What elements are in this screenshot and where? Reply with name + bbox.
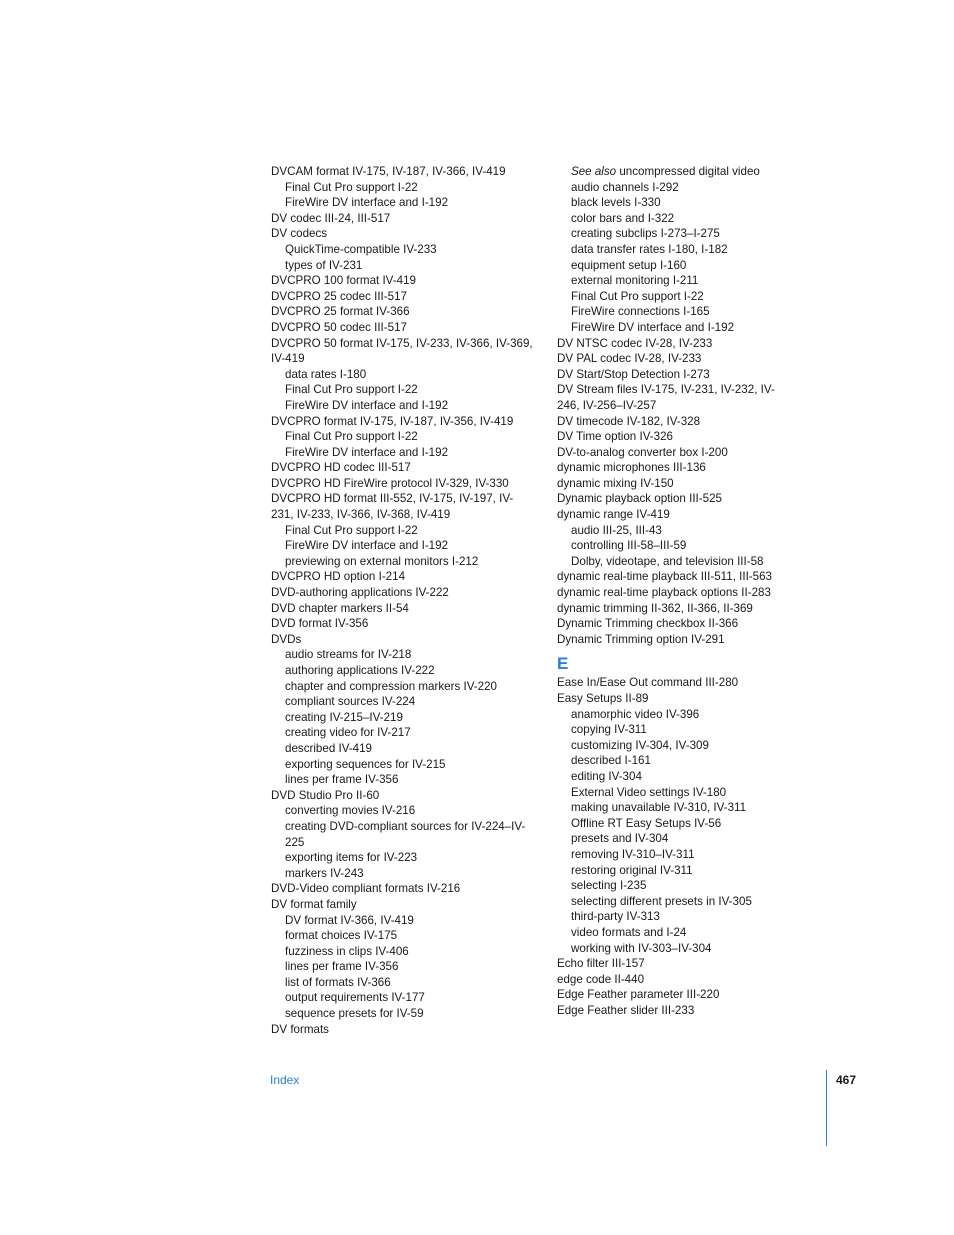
index-subentry bbox=[271, 866, 533, 882]
index-subentry bbox=[557, 925, 797, 941]
index-entry-text: DVCPRO HD codec III-517 bbox=[271, 461, 411, 475]
index-entry-text: Final Cut Pro support I-22 bbox=[285, 180, 418, 194]
index-entry-text: editing IV-304 bbox=[571, 769, 642, 783]
index-entry-text: External Video settings IV-180 bbox=[571, 785, 727, 799]
index-entry-text: Ease In/Ease Out command III-280 bbox=[557, 676, 739, 690]
index-entry-text: Dolby, videotape, and television III-58 bbox=[571, 554, 764, 568]
index-entry-text: authoring applications IV-222 bbox=[285, 664, 435, 677]
index-entry-text: DVCPRO HD format III-552, IV-175, IV-197, IV-231, IV-233, IV-366, IV-368, IV-419 bbox=[271, 492, 514, 522]
index-subentry bbox=[557, 878, 797, 894]
index-subentry bbox=[557, 258, 797, 274]
footer-section-label: Index bbox=[270, 1073, 300, 1087]
index-subentry bbox=[271, 554, 533, 570]
index-entry-text: DV-to-analog converter box I-200 bbox=[557, 445, 728, 459]
index-entry-text: DVDs bbox=[271, 632, 302, 646]
index-entry-text: sequence presets for IV-59 bbox=[285, 1007, 424, 1021]
index-entry-text: dynamic microphones III-136 bbox=[557, 461, 706, 475]
index-entry bbox=[271, 460, 533, 476]
index-subentry bbox=[271, 944, 533, 960]
index-entry bbox=[271, 632, 533, 648]
index-entry-text: dynamic real-time playback options II-283 bbox=[557, 586, 771, 600]
index-entry-text: exporting items for IV-223 bbox=[285, 851, 418, 865]
index-entry-text: DV format family bbox=[271, 897, 357, 911]
index-entry-text: dynamic real-time playback III-511, III-563 bbox=[557, 570, 773, 584]
index-entry-text: creating IV-215–IV-219 bbox=[285, 710, 403, 724]
index-entry bbox=[271, 211, 533, 227]
index-entry-text: DV Start/Stop Detection I-273 bbox=[557, 367, 710, 381]
index-subentry bbox=[271, 757, 533, 773]
index-subentry bbox=[271, 195, 533, 211]
index-entry-text: Echo filter III-157 bbox=[557, 957, 645, 971]
index-entry-text: DV Time option IV-326 bbox=[557, 430, 673, 444]
index-entry-text: DVCPRO format IV-175, IV-187, IV-356, IV-419 bbox=[271, 414, 514, 428]
index-entry bbox=[557, 476, 797, 492]
index-subentry bbox=[557, 304, 797, 320]
index-subentry bbox=[557, 180, 797, 196]
index-entry-text: DV Stream files IV-175, IV-231, IV-232, IV-246, IV-256–IV-257 bbox=[557, 383, 775, 412]
index-entry bbox=[271, 414, 533, 430]
index-subentry bbox=[271, 913, 533, 929]
index-entry-text: FireWire DV interface and I-192 bbox=[285, 445, 449, 459]
index-entry-text: DVCPRO 25 format IV-366 bbox=[271, 305, 410, 319]
index-entry bbox=[557, 675, 797, 691]
index-subentry bbox=[271, 538, 533, 554]
index-entry-text: fuzziness in clips IV-406 bbox=[285, 944, 409, 958]
page-number: 467 bbox=[836, 1073, 857, 1087]
index-entry bbox=[557, 569, 797, 585]
index-subentry bbox=[557, 707, 797, 723]
index-entry-text: customizing IV-304, IV-309 bbox=[571, 738, 709, 752]
index-subentry bbox=[271, 663, 533, 679]
index-entry-text: types of IV-231 bbox=[285, 258, 363, 272]
index-entry-text: Final Cut Pro support I-22 bbox=[571, 289, 704, 303]
index-subentry bbox=[271, 975, 533, 991]
index-entry bbox=[271, 881, 533, 897]
index-entry bbox=[271, 226, 533, 242]
index-subentry bbox=[271, 180, 533, 196]
index-entries-d-continued bbox=[557, 164, 797, 647]
index-subentry bbox=[557, 753, 797, 769]
index-entry-text: Dynamic Trimming option IV-291 bbox=[557, 632, 725, 646]
index-subentry bbox=[557, 273, 797, 289]
index-subentry bbox=[271, 242, 533, 258]
index-entry bbox=[557, 382, 797, 413]
index-entry-text: presets and IV-304 bbox=[571, 832, 669, 846]
index-entry-text: dynamic trimming II-362, II-366, II-369 bbox=[557, 601, 753, 615]
index-column-right bbox=[557, 164, 797, 1018]
index-subentry bbox=[271, 928, 533, 944]
index-entry bbox=[557, 616, 797, 632]
index-subentry bbox=[271, 741, 533, 757]
index-entry bbox=[271, 289, 533, 305]
index-subentry bbox=[557, 769, 797, 785]
index-entry bbox=[557, 507, 797, 523]
index-entry-text: audio streams for IV-218 bbox=[285, 648, 412, 662]
index-entry bbox=[557, 987, 797, 1003]
index-subentry bbox=[271, 398, 533, 414]
index-entry bbox=[557, 1003, 797, 1019]
index-entry-text: dynamic mixing IV-150 bbox=[557, 476, 674, 490]
index-subentry bbox=[271, 429, 533, 445]
index-entry bbox=[271, 320, 533, 336]
index-entry bbox=[271, 491, 533, 522]
index-entry-text: chapter and compression markers IV-220 bbox=[285, 679, 498, 693]
index-subentry bbox=[271, 382, 533, 398]
index-entry-text: Final Cut Pro support I-22 bbox=[285, 383, 418, 397]
index-entry-text: compliant sources IV-224 bbox=[285, 695, 416, 709]
index-subentry bbox=[557, 554, 797, 570]
index-entry bbox=[271, 585, 533, 601]
index-entry-text: FireWire connections I-165 bbox=[571, 305, 710, 319]
index-entry-text: third-party IV-313 bbox=[571, 910, 660, 924]
index-entry-text: creating DVD-compliant sources for IV-224–IV-225 bbox=[285, 819, 526, 849]
index-entry bbox=[271, 304, 533, 320]
index-entry-text: DV codecs bbox=[271, 227, 328, 241]
index-entry-text: making unavailable IV-310, IV-311 bbox=[571, 801, 747, 815]
index-entry-text: output requirements IV-177 bbox=[285, 991, 425, 1005]
index-entry-text: DV formats bbox=[271, 1022, 329, 1036]
index-entry-text: edge code II-440 bbox=[557, 972, 645, 986]
section-letter-e: E bbox=[557, 654, 569, 674]
index-subentry bbox=[271, 772, 533, 788]
index-entry-text: Dynamic playback option III-525 bbox=[557, 492, 722, 506]
index-entry-text: described IV-419 bbox=[285, 741, 373, 755]
index-entry-text: previewing on external monitors I-212 bbox=[285, 554, 479, 568]
index-entry-text: color bars and I-322 bbox=[571, 211, 675, 225]
index-subentry bbox=[557, 847, 797, 863]
index-subentry bbox=[271, 647, 533, 663]
index-entry-text: lines per frame IV-356 bbox=[285, 960, 399, 974]
index-entry-text: dynamic range IV-419 bbox=[557, 508, 670, 522]
index-subentry bbox=[557, 211, 797, 227]
index-entry-text: FireWire DV interface and I-192 bbox=[285, 398, 449, 412]
index-subentry bbox=[271, 523, 533, 539]
index-entry-text: DVD Studio Pro II-60 bbox=[271, 788, 380, 802]
index-entry-text: black levels I-330 bbox=[571, 196, 661, 210]
index-entry-text: converting movies IV-216 bbox=[285, 804, 416, 818]
index-entry bbox=[557, 601, 797, 617]
index-entry bbox=[271, 788, 533, 804]
index-subentry bbox=[557, 722, 797, 738]
index-subentry bbox=[271, 694, 533, 710]
index-entry-text: restoring original IV-311 bbox=[571, 863, 693, 877]
index-subentry bbox=[557, 195, 797, 211]
index-entry-text: creating subclips I-273–I-275 bbox=[571, 227, 720, 241]
index-entry-text: removing IV-310–IV-311 bbox=[571, 847, 695, 861]
index-entry bbox=[271, 569, 533, 585]
index-entry-text: data rates I-180 bbox=[285, 367, 367, 381]
index-entry-text: DVD-Video compliant formats IV-216 bbox=[271, 882, 461, 896]
index-entry-text: working with IV-303–IV-304 bbox=[571, 941, 712, 955]
index-entry-text: selecting I-235 bbox=[571, 879, 647, 893]
index-entry-text: DV timecode IV-182, IV-328 bbox=[557, 414, 701, 428]
index-subentry bbox=[557, 800, 797, 816]
index-subentry bbox=[557, 816, 797, 832]
index-subentry bbox=[557, 289, 797, 305]
index-subentry bbox=[557, 242, 797, 258]
index-entry-text: DVCPRO 50 format IV-175, IV-233, IV-366, IV-369, IV-419 bbox=[271, 336, 533, 366]
index-subentry bbox=[557, 894, 797, 910]
index-entry-text: DVCPRO HD FireWire protocol IV-329, IV-330 bbox=[271, 476, 509, 490]
index-entry bbox=[557, 367, 797, 383]
index-entry bbox=[557, 429, 797, 445]
index-entry-text: DVCAM format IV-175, IV-187, IV-366, IV-419 bbox=[271, 165, 506, 178]
footer-divider bbox=[826, 1070, 827, 1146]
index-entry-text: selecting different presets in IV-305 bbox=[571, 894, 752, 908]
index-entry bbox=[271, 164, 533, 180]
index-entry-text: FireWire DV interface and I-192 bbox=[285, 196, 449, 210]
index-entry-text: exporting sequences for IV-215 bbox=[285, 757, 446, 771]
index-subentry bbox=[557, 226, 797, 242]
index-entry-text: audio III-25, III-43 bbox=[571, 523, 662, 537]
index-entry-text: creating video for IV-217 bbox=[285, 726, 411, 740]
index-subentry bbox=[271, 710, 533, 726]
index-subentry bbox=[557, 538, 797, 554]
index-entry bbox=[557, 632, 797, 648]
index-entry-text: DVD chapter markers II-54 bbox=[271, 601, 409, 615]
index-entry-text: uncompressed digital video bbox=[616, 165, 760, 178]
index-entry bbox=[557, 956, 797, 972]
index-entry-text: lines per frame IV-356 bbox=[285, 773, 399, 787]
index-entry-text: DVD-authoring applications IV-222 bbox=[271, 586, 449, 600]
index-entry-text: external monitoring I-211 bbox=[571, 274, 699, 288]
index-entry-text: controlling III-58–III-59 bbox=[571, 539, 687, 553]
index-entry-text: Final Cut Pro support I-22 bbox=[285, 523, 418, 537]
index-subentry bbox=[271, 679, 533, 695]
index-subentry bbox=[557, 523, 797, 539]
index-entry bbox=[271, 897, 533, 913]
index-entry-text: data transfer rates I-180, I-182 bbox=[571, 242, 728, 256]
index-entry bbox=[271, 601, 533, 617]
index-subentry bbox=[557, 941, 797, 957]
index-entry-text: equipment setup I-160 bbox=[571, 258, 687, 272]
index-entry-text: DV NTSC codec IV-28, IV-233 bbox=[557, 336, 713, 350]
index-subentry bbox=[271, 819, 533, 850]
index-subentry bbox=[271, 803, 533, 819]
index-entry-text: described I-161 bbox=[571, 754, 651, 768]
index-entry bbox=[557, 972, 797, 988]
index-entry-text: DV format IV-366, IV-419 bbox=[285, 913, 414, 927]
index-subentry bbox=[271, 959, 533, 975]
index-subentry bbox=[271, 990, 533, 1006]
index-entry-text: format choices IV-175 bbox=[285, 929, 398, 943]
index-entry-text: audio channels I-292 bbox=[571, 180, 679, 194]
index-subentry bbox=[557, 738, 797, 754]
index-entry bbox=[557, 585, 797, 601]
index-entry-text: Dynamic Trimming checkbox II-366 bbox=[557, 617, 739, 631]
index-entry-text: FireWire DV interface and I-192 bbox=[571, 320, 735, 334]
index-entry-text: copying IV-311 bbox=[571, 723, 647, 737]
index-entries-e bbox=[557, 675, 797, 1018]
index-entry-text: Easy Setups II-89 bbox=[557, 692, 649, 705]
index-entry bbox=[557, 460, 797, 476]
index-entry-text: Edge Feather slider III-233 bbox=[557, 1003, 695, 1017]
index-entry-text: Final Cut Pro support I-22 bbox=[285, 430, 418, 444]
index-entry-text: DVCPRO 50 codec III-517 bbox=[271, 320, 407, 334]
index-subentry bbox=[557, 785, 797, 801]
index-entry-text: markers IV-243 bbox=[285, 866, 364, 880]
index-entry bbox=[271, 1022, 533, 1038]
see-also-label: See also bbox=[571, 165, 617, 178]
index-entry bbox=[557, 414, 797, 430]
index-entry-text: Edge Feather parameter III-220 bbox=[557, 988, 720, 1002]
index-entry-text: DV codec III-24, III-517 bbox=[271, 211, 391, 225]
index-entry-text: QuickTime-compatible IV-233 bbox=[285, 242, 437, 256]
index-entry bbox=[557, 336, 797, 352]
index-subentry bbox=[557, 863, 797, 879]
index-entry-text: DVD format IV-356 bbox=[271, 617, 369, 631]
index-subentry bbox=[271, 258, 533, 274]
index-entry-text: FireWire DV interface and I-192 bbox=[285, 539, 449, 553]
index-subentry bbox=[271, 445, 533, 461]
index-entry-text: list of formats IV-366 bbox=[285, 975, 391, 989]
index-subentry bbox=[557, 831, 797, 847]
index-subentry bbox=[557, 909, 797, 925]
index-subentry bbox=[557, 320, 797, 336]
index-entry bbox=[557, 691, 797, 707]
index-entry bbox=[271, 476, 533, 492]
index-subentry bbox=[557, 164, 797, 180]
index-entry bbox=[271, 273, 533, 289]
index-entry-text: anamorphic video IV-396 bbox=[571, 707, 700, 721]
index-entry-text: DVCPRO 25 codec III-517 bbox=[271, 289, 407, 303]
index-entry-text: video formats and I-24 bbox=[571, 925, 687, 939]
index-entry-text: DVCPRO 100 format IV-419 bbox=[271, 274, 416, 288]
index-entry-text: Offline RT Easy Setups IV-56 bbox=[571, 816, 722, 830]
index-subentry bbox=[271, 850, 533, 866]
index-entry-text: DVCPRO HD option I-214 bbox=[271, 570, 406, 584]
index-entry bbox=[271, 616, 533, 632]
index-column-left bbox=[271, 164, 533, 1037]
index-subentry bbox=[271, 1006, 533, 1022]
index-subentry bbox=[271, 725, 533, 741]
index-entry bbox=[557, 445, 797, 461]
index-subentry bbox=[271, 367, 533, 383]
index-entry bbox=[557, 351, 797, 367]
index-entry bbox=[557, 491, 797, 507]
index-entry bbox=[271, 336, 533, 367]
index-entry-text: DV PAL codec IV-28, IV-233 bbox=[557, 352, 702, 366]
